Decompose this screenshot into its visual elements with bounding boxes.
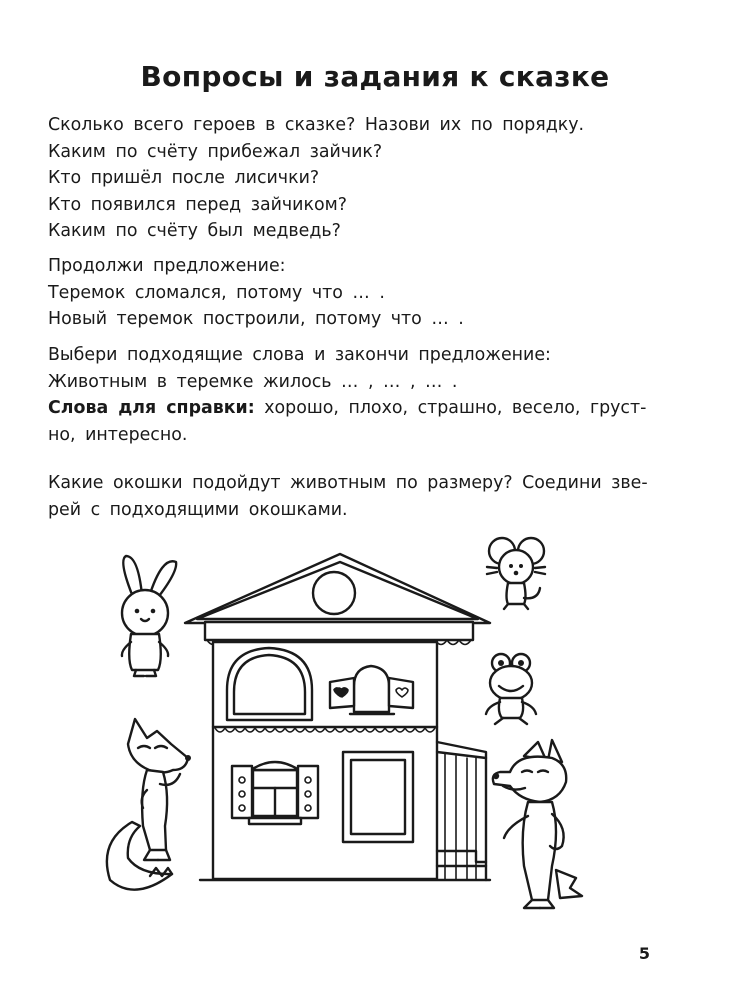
page-number: 5 — [638, 944, 650, 963]
frog-icon — [486, 654, 536, 724]
continue-line: Теремок сломался, потому что … . — [48, 282, 385, 303]
hint-words: хорошо, плохо, страшно, весело, груст- — [254, 398, 647, 418]
choose-sentence: Животным в теремке жилось … , … , … . — [48, 371, 458, 392]
hint-words-continued: но, интересно. — [48, 424, 188, 445]
fox-icon — [107, 719, 191, 890]
hare-icon — [122, 556, 176, 676]
question-line: Каким по счёту был медведь? — [48, 221, 341, 241]
windows-task-line: рей с подходящими окошками. — [48, 499, 348, 520]
question-line: Сколько всего героев в сказке? Назови их по порядку. — [48, 115, 585, 135]
choose-heading: Выбери подходящие слова и закончи предложение: — [48, 345, 551, 365]
windows-task-line: Какие окошки подойдут животным по размеру? Соедини зве- — [48, 473, 648, 493]
house-icon — [185, 554, 490, 880]
mouse-icon — [487, 538, 545, 609]
continue-line: Новый теремок построили, потому что … . — [48, 309, 464, 329]
question-line: Кто пришёл после лисички? — [48, 168, 320, 188]
question-line: Кто появился перед зайчиком? — [48, 194, 347, 215]
hint-label: Слова для справки: — [48, 398, 255, 418]
page-title: Вопросы и задания к сказке — [140, 60, 610, 93]
question-line: Каким по счёту прибежал зайчик? — [48, 141, 383, 162]
wolf-icon — [493, 740, 582, 908]
continue-heading: Продолжи предложение: — [48, 256, 286, 276]
